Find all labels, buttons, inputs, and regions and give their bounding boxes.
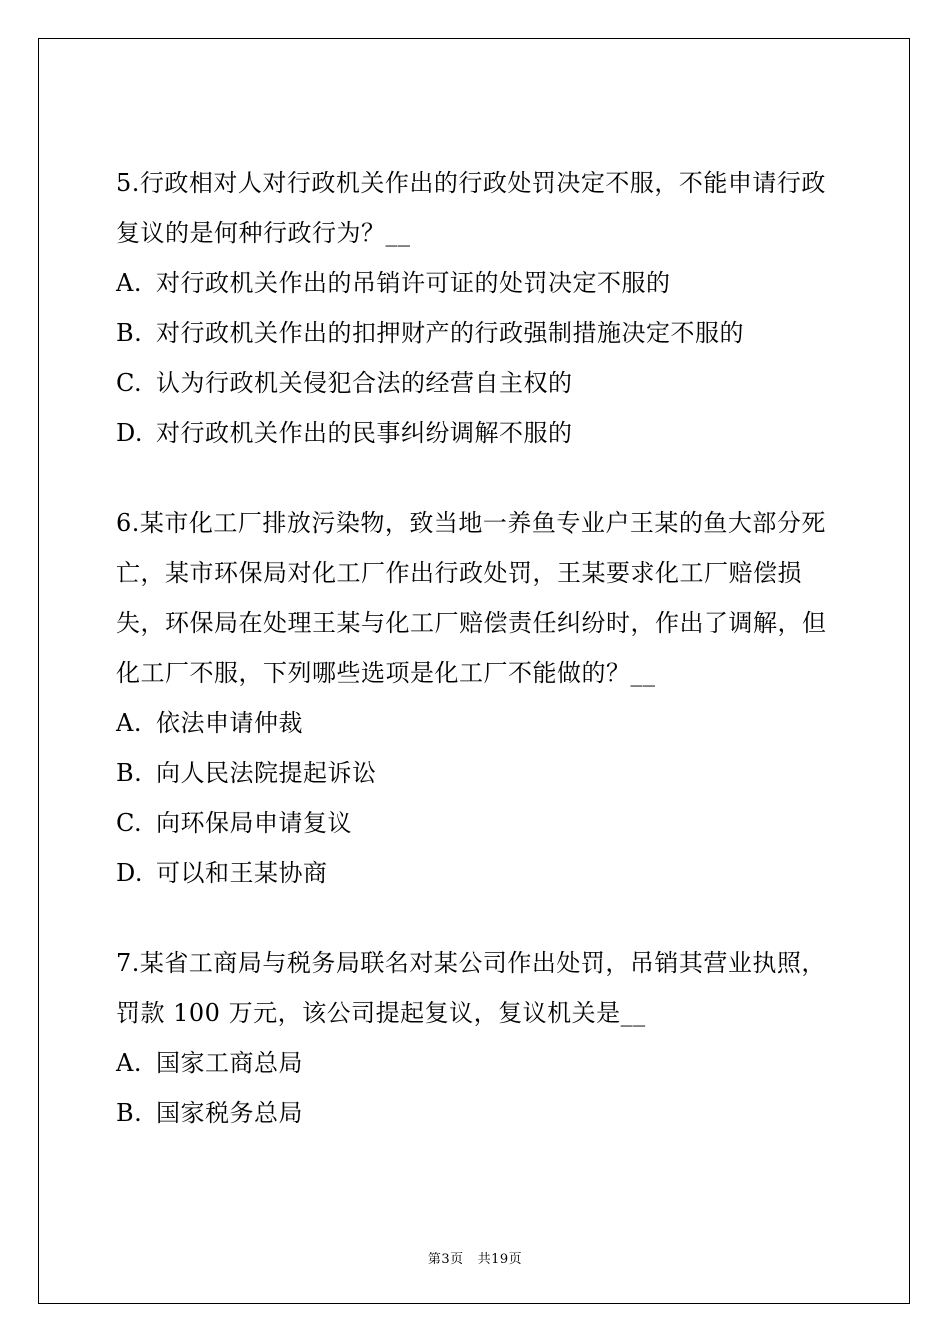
option-text: 认为行政机关侵犯合法的经营自主权的 [156,369,573,397]
option-label: C. [116,369,143,397]
option-label: B. [116,759,143,787]
option-label: C. [116,809,143,837]
option-a [116,258,838,308]
option-a [116,1038,838,1088]
page-footer [0,1248,950,1267]
option-label: B. [116,1099,143,1127]
option-text: 对行政机关作出的吊销许可证的处罚决定不服的 [156,269,671,297]
option-text: 国家工商总局 [156,1049,303,1077]
question-text: 7.某省工商局与税务局联名对某公司作出处罚，吊销其营业执照，罚款 100 万元，该公司提起复议，复议机关是__ [116,949,826,1027]
option-text: 对行政机关作出的扣押财产的行政强制措施决定不服的 [156,319,744,347]
option-text: 对行政机关作出的民事纠纷调解不服的 [156,419,573,447]
option-text: 可以和王某协商 [156,859,328,887]
option-label: A. [116,1049,142,1077]
option-label: B. [116,319,143,347]
option-b [116,308,838,358]
option-a [116,698,838,748]
question-6 [116,498,838,898]
option-text: 向环保局申请复议 [156,809,352,837]
question-text: 5.行政相对人对行政机关作出的行政处罚决定不服，不能申请行政复议的是何种行政行为？__ [116,169,826,247]
option-text: 依法申请仲裁 [156,709,303,737]
document-body [116,158,838,1178]
option-text: 国家税务总局 [156,1099,303,1127]
option-b [116,1088,838,1138]
page-number-current: 第3页 [427,1252,464,1267]
option-label: A. [116,269,142,297]
option-d [116,408,838,458]
option-b [116,748,838,798]
question-5 [116,158,838,458]
option-c [116,358,838,408]
page-number-total: 共19页 [477,1252,523,1267]
question-7 [116,938,838,1138]
option-d [116,848,838,898]
option-label: D. [116,419,144,447]
option-label: D. [116,859,144,887]
option-label: A. [116,709,142,737]
option-c [116,798,838,848]
question-text: 6.某市化工厂排放污染物，致当地一养鱼专业户王某的鱼大部分死亡，某市环保局对化工厂作出行政处罚，王某要求化工厂赔偿损失，环保局在处理王某与化工厂赔偿责任纠纷时，作出了调解，但化工厂不服，下列哪些选项是化工厂不能做的？__ [116,509,827,687]
option-text: 向人民法院提起诉讼 [156,759,377,787]
